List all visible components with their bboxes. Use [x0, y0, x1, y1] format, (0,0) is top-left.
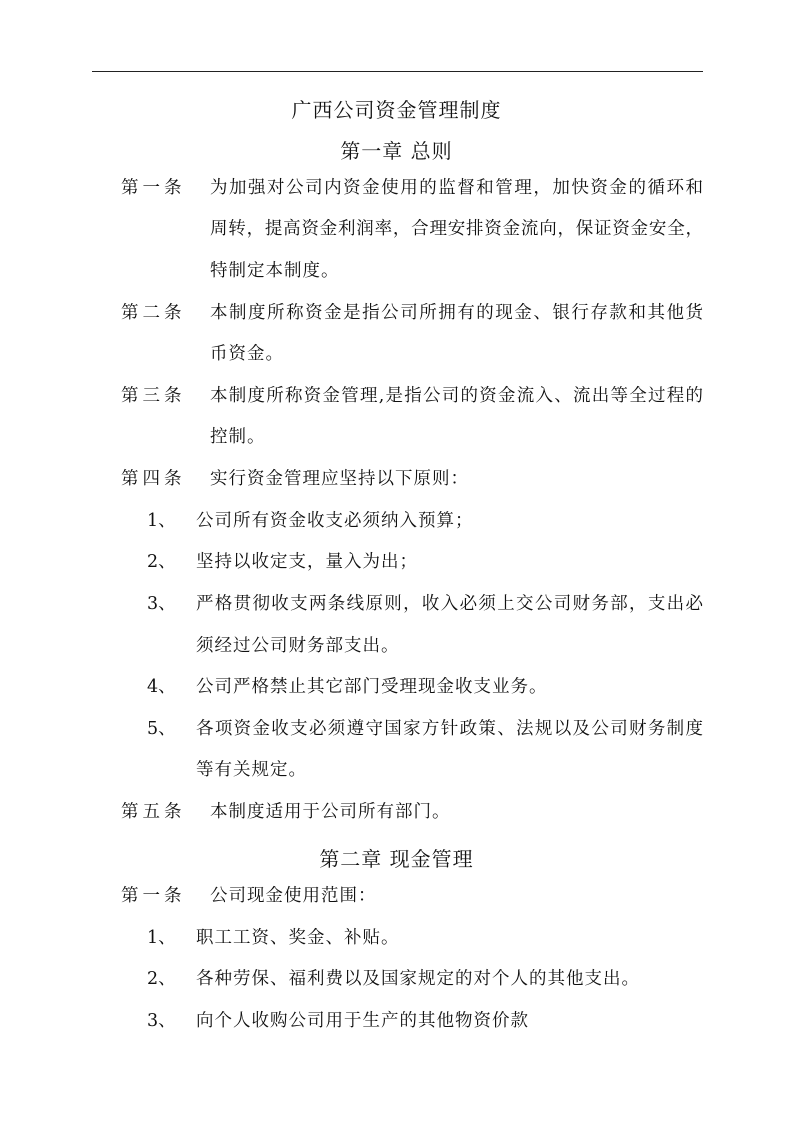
c1-a4-item-5-num: 5、 [147, 719, 176, 739]
c1-article-3-line-2: 控制。 [210, 427, 266, 447]
c1-a4-item-5-line-1: 各项资金收支必须遵守国家方针政策、法规以及公司财务制度 [196, 719, 703, 739]
chapter-2-heading: 第二章 现金管理 [319, 847, 474, 871]
c1-article-5-label: 第五条 [121, 802, 186, 822]
c2-article-1-text: 公司现金使用范围： [210, 886, 377, 906]
c1-article-2-label: 第二条 [121, 303, 186, 323]
c2-a1-item-1-num: 1、 [147, 928, 176, 948]
c1-a4-item-4-line-1: 公司严格禁止其它部门受理现金收支业务。 [196, 677, 548, 697]
header-rule [92, 71, 703, 72]
c2-article-1-label: 第一条 [121, 886, 186, 906]
c1-a4-item-2-num: 2、 [147, 552, 176, 572]
c2-a1-item-3-line-1: 向个人收购公司用于生产的其他物资价款 [196, 1011, 529, 1031]
c1-article-1-label: 第一条 [121, 178, 186, 198]
c1-a4-item-5-line-2: 等有关规定。 [196, 760, 307, 780]
c1-article-2-line-2: 币资金。 [210, 344, 284, 364]
c1-a4-item-1-line-1: 公司所有资金收支必须纳入预算； [196, 511, 474, 531]
c1-article-4-text: 实行资金管理应坚持以下原则： [210, 469, 469, 489]
c2-a1-item-2-num: 2、 [147, 969, 176, 989]
c2-a1-item-1-line-1: 职工工资、奖金、补贴。 [196, 928, 400, 948]
c1-article-5-text: 本制度适用于公司所有部门。 [210, 802, 451, 822]
c1-article-4-label: 第四条 [121, 469, 186, 489]
c2-a1-item-3-num: 3、 [147, 1011, 176, 1031]
c1-article-1-line-1: 为加强对公司内资金使用的监督和管理，加快资金的循环和 [210, 178, 703, 198]
c1-a4-item-2-line-1: 坚持以收定支，量入为出； [196, 552, 418, 572]
c1-article-2-line-1: 本制度所称资金是指公司所拥有的现金、银行存款和其他货 [210, 303, 703, 323]
c1-a4-item-4-num: 4、 [147, 677, 176, 697]
c1-a4-item-3-line-2: 须经过公司财务部支出。 [196, 636, 400, 656]
c1-a4-item-3-line-1: 严格贯彻收支两条线原则，收入必须上交公司财务部，支出必 [196, 594, 703, 614]
document-title: 广西公司资金管理制度 [291, 98, 502, 122]
c1-article-3-line-1: 本制度所称资金管理,是指公司的资金流入、流出等全过程的 [210, 386, 703, 406]
c1-a4-item-3-num: 3、 [147, 594, 176, 614]
c1-article-1-line-2: 周转，提高资金利润率，合理安排资金流向，保证资金安全， [210, 219, 703, 239]
c1-article-3-label: 第三条 [121, 386, 186, 406]
c1-a4-item-1-num: 1、 [147, 511, 176, 531]
chapter-1-heading: 第一章 总则 [340, 139, 453, 163]
c2-a1-item-2-line-1: 各种劳保、福利费以及国家规定的对个人的其他支出。 [196, 969, 640, 989]
c1-article-1-line-3: 特制定本制度。 [210, 261, 340, 281]
